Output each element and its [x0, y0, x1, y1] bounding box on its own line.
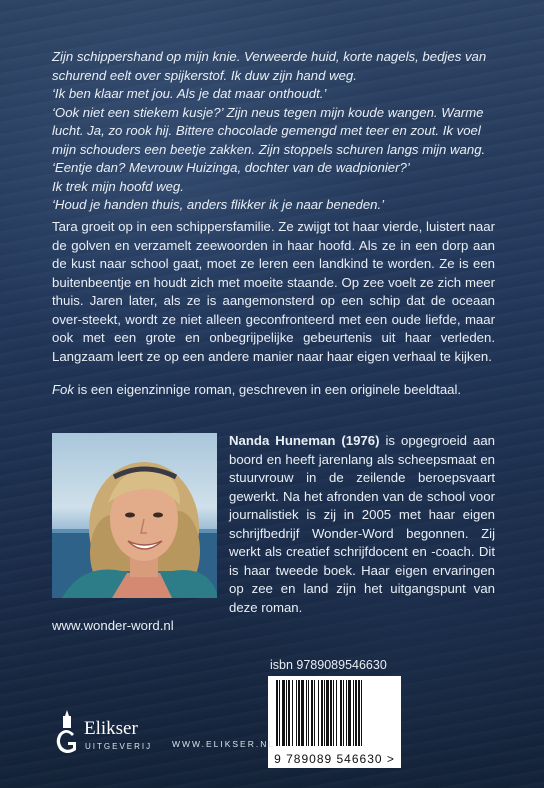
- excerpt-line: ‘Houd je handen thuis, anders flikker ik je naar beneden.’: [52, 197, 385, 212]
- author-bio: [229, 432, 495, 617]
- book-title: Fok: [52, 382, 74, 397]
- barcode-digits: 9 789089 546630 >: [274, 752, 395, 766]
- synopsis: [52, 218, 495, 366]
- publisher-logo: [52, 708, 172, 758]
- excerpt-line: lucht. Ja, zo rook hij. Bittere chocolade gemengd met teer en zout. Ik voel: [52, 123, 481, 138]
- author-photo: [52, 433, 217, 598]
- excerpt-quote: [52, 48, 495, 215]
- excerpt-line: ‘Ik ben klaar met jou. Als je dat maar onthoudt.’: [52, 86, 327, 101]
- publisher-sub: UITGEVERIJ: [85, 742, 153, 751]
- isbn-label: isbn 9789089546630: [270, 658, 387, 672]
- barcode-bars: [274, 680, 395, 748]
- excerpt-line: schurend eelt over spijkerstof. Ik duw zijn hand weg.: [52, 67, 357, 83]
- author-name: Nanda Huneman (1976): [229, 433, 380, 448]
- tagline: [52, 381, 495, 400]
- excerpt-line: Zijn schippershand op mijn knie. Verweerde huid, korte nagels, bedjes van: [52, 49, 487, 64]
- excerpt-line: Ik trek mijn hoofd weg.: [52, 178, 184, 194]
- excerpt-line: mijn schouders een beetje zakken. Zijn stoppels schuren langs mijn wang.: [52, 141, 486, 157]
- excerpt-line: ‘Eentje dan? Mevrouw Huizinga, dochter van de wadpionier?’: [52, 160, 410, 175]
- synopsis-text: Tara groeit op in een schippersfamilie. Ze zwijgt tot haar vierde, luistert naar de golven en verzamelt zeewoorden in haar hoofd. Als ze in een dorp aan de kust naar school gaat, moet ze leren een landkind te worden. Ze is een buitenbeentje en houdt zich met moeite staande. Op zee voelt ze zich meer thuis. Jaren later, als ze is aangemonsterd op een schip dat de oceaan over-steekt, wordt ze niet alleen geconfronteerd met een oude liefde, maar ook met een grote en onbegrijpelijke gebeurtenis uit haar verleden. Langzaam leert ze op een andere manier naar haar eigen verhaal te kijken.: [52, 219, 495, 364]
- elikser-logo-icon: [52, 708, 82, 758]
- author-website-link[interactable]: www.wonder-word.nl: [52, 618, 174, 633]
- isbn-barcode: [268, 676, 401, 768]
- tagline-text: is een eigenzinnige roman, geschreven in een originele beeldtaal.: [73, 382, 462, 397]
- publisher-url[interactable]: WWW.ELIKSER.NL: [172, 739, 276, 749]
- excerpt-line: ‘Ook niet een stiekem kusje?’ Zijn neus tegen mijn koude wangen. Warme: [52, 104, 484, 120]
- author-bio-text: is opgegroeid aan boord en heeft jarenlang als scheepsmaat en stuurvrouw in de zeilende beroepsvaart gewerkt. Na het afronden van de school voor journalistiek is zij in 2005 met haar eigen schrijfbedrijf Wonder-Word begonnen. Zij werkt als creatief schrijfdocent en -coach. Dit is haar tweede boek. Haar eigen ervaringen op zee en land zijn het uitgangspunt van deze roman.: [229, 433, 495, 615]
- publisher-name: Elikser: [84, 718, 138, 739]
